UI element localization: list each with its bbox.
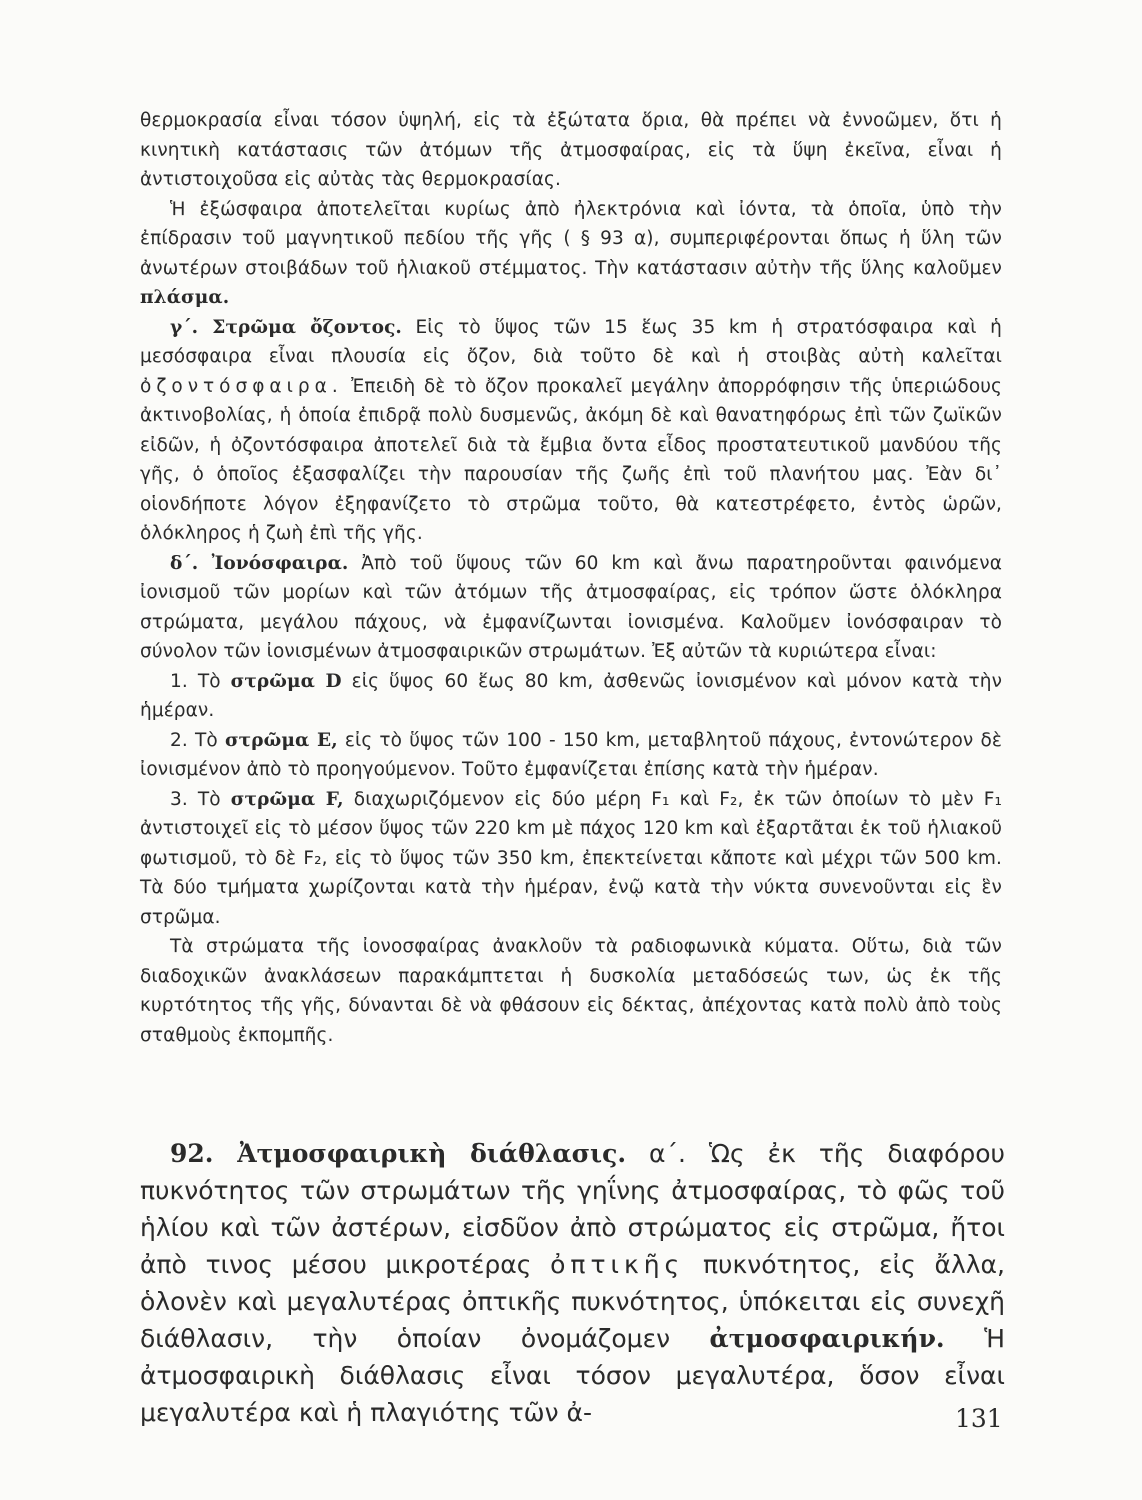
ozone-text-2: Ἐπειδὴ δὲ τὸ ὄζον προκαλεῖ μεγάλην ἀπορρόφησιν τῆς ὑπεριώδους ἀκτινοβολίας, ἡ ὁποία ἐπιδρᾷ πολὺ δυσμενῶς, ἀκόμη δὲ καὶ θανατηφόρως ἐπὶ τῶν ζωϊκῶν εἰδῶν, ἡ ὀζοντόσφαιρα ἀποτελεῖ διὰ τὰ ἔμβια ὄντα εἶδος προστατευτικοῦ μανδύου τῆς γῆς, ὁ ὁποῖος ἐξασφαλίζει τὴν παρουσίαν τῆς ζωῆς ἐπὶ τοῦ πλανήτου μας. Ἐὰν δι᾽ οἱονδήποτε λόγον ἐξηφανίζετο τὸ στρῶμα τοῦτο, θὰ κατεστρέφετο, ἐντὸς ὡρῶν, ὁλόκληρος ἡ ζωὴ ἐπὶ τῆς γῆς. <box>140 375 1002 544</box>
layer-item: 2. Τὸ στρῶμα E, εἰς τὸ ὕψος τῶν 100 - 150 km, μεταβλητοῦ πάχους, ἐντονώτερον δὲ ἰονισμένον ἀπὸ τὸ προηγούμενον. Τοῦτο ἐμφανίζεται ἐπίσης κατὰ τὴν ἡμέραν. <box>140 729 1003 780</box>
intro-paragraph: θερμοκρασία εἶναι τόσον ὑψηλή, εἰς τὰ ἐξώτατα ὅρια, θὰ πρέπει νὰ ἐννοῶμεν, ὅτι ἡ κινητικὴ κατάστασις τῶν ἀτόμων τῆς ἀτμοσφαίρας, εἰς τὰ ὕψη ἐκεῖνα, εἶναι ἡ ἀντιστοιχοῦσα εἰς αὐτὰς τὰς θερμοκρασίας. <box>140 110 1002 190</box>
ionosphere-paragraph <box>140 549 1002 667</box>
refraction-term: ἀτμοσφαιρικήν. <box>709 1324 945 1353</box>
ozone-paragraph <box>140 313 1002 549</box>
main-text <box>140 106 1002 1050</box>
spaced-term: ὀπτικῆς <box>550 1250 685 1279</box>
ionosphere-text: Ἀπὸ τοῦ ὕψους τῶν 60 km καὶ ἄνω παρατηροῦνται φαινόμενα ἰονισμοῦ τῶν μορίων καὶ τῶν ἀτόμων τῆς ἀτμοσφαίρας, εἰς τρόπον ὥστε ὁλόκληρα στρώματα, μεγάλου πάχους, νὰ ἐμφανίζωνται ἰονισμένα. Καλοῦμεν ἰονόσφαιραν τὸ σύνολον τῶν ἰονισμένων ἀτμοσφαιρικῶν στρωμάτων. Ἐξ αὐτῶν τὰ κυριώτερα εἶναι: <box>140 552 1002 662</box>
section-92-heading: 92. Ἀτμοσφαιρικὴ διάθλασις. <box>170 1139 627 1168</box>
page-number: 131 <box>955 1404 1003 1433</box>
radio-paragraph: Τὰ στρώματα τῆς ἰονοσφαίρας ἀνακλοῦν τὰ ραδιοφωνικὰ κύματα. Οὕτω, διὰ τῶν διαδοχικῶν ἀνακλάσεων παρακάμπτεται ἡ δυσκολία μεταδόσεώς των, ὡς ἐκ τῆς κυρτότητος τῆς γῆς, δύνανται δὲ νὰ φθάσουν εἰς δέκτας, ἀπέχοντας κατὰ πολὺ ἀπὸ τοὺς σταθμοὺς ἐκπομπῆς. <box>140 936 1002 1046</box>
layer-name: στρῶμα D <box>230 670 342 692</box>
section-92 <box>140 1135 1005 1431</box>
exosphere-paragraph <box>140 195 1002 313</box>
layer-item: 3. Τὸ στρῶμα F, διαχωριζόμενον εἰς δύο μέρη F₁ καὶ F₂, ἐκ τῶν ὁποίων τὸ μὲν F₁ ἀντιστοιχεῖ εἰς τὸ μέσον ὕψος τῶν 220 km μὲ πάχος 120 km καὶ ἐξαρτᾶται ἐκ τοῦ ἡλιακοῦ φωτισμοῦ, τὸ δὲ F₂, εἰς τὸ ὕψος τῶν 350 km, ἐπεκτείνεται κἄποτε καὶ μέχρι τῶν 500 km. Τὰ δύο τμήματα χωρίζονται κατὰ τὴν ἡμέραν, ἐνῷ κατὰ τὴν νύκτα συνενοῦνται εἰς ἓν στρῶμα. <box>140 788 1002 928</box>
section-92-paragraph: 92. Ἀτμοσφαιρικὴ διάθλασις. α΄. Ὡς ἐκ τῆς διαφόρου πυκνότητος τῶν στρωμάτων τῆς γηΐνης ἀτμοσφαίρας, τὸ φῶς τοῦ ἡλίου καὶ τῶν ἀστέρων, εἰσδῦον ἀπὸ στρώματος εἰς στρῶμα, ἤτοι ἀπὸ τινος μέσου μικροτέρας ὀπτικῆς πυκνότητος, εἰς ἄλλα, ὁλονὲν καὶ μεγαλυτέρας ὀπτικῆς πυκνότητος, ὑπόκειται εἰς συνεχῆ διάθλασιν, τὴν ὁποίαν ὀνομάζομεν ἀτμοσφαιρικήν. Ἡ ἀτμοσφαιρικὴ διάθλασις εἶναι τόσον μεγαλυτέρα, ὅσον εἶναι μεγαλυτέρα καὶ ἡ πλαγιότης τῶν ἀ- <box>140 1139 1006 1427</box>
section-92-sub: α΄. <box>649 1139 686 1168</box>
layer-name: στρῶμα E, <box>224 729 338 751</box>
exosphere-text: Ἡ ἐξώσφαιρα ἀποτελεῖται κυρίως ἀπὸ ἠλεκτρόνια καὶ ἰόντα, τὰ ὁποῖα, ὑπὸ τὴν ἐπίδρασιν τοῦ μαγνητικοῦ πεδίου τῆς γῆς ( § 93 α), συμπεριφέρονται ὅπως ἡ ὕλη τῶν ἀνωτέρων στοιβάδων τοῦ ἡλιακοῦ στέμματος. Τὴν κατάστασιν αὐτὴν τῆς ὕλης καλοῦμεν <box>140 198 1002 279</box>
ozonosphere-term: ὀζοντόσφαιρα. <box>140 375 343 397</box>
ionosphere-heading: δ΄. Ἰονόσφαιρα. <box>170 552 349 574</box>
ozone-heading: γ΄. Στρῶμα ὄζοντος. <box>170 316 402 338</box>
ozone-text-1: Εἰς τὸ ὕψος τῶν 15 ἕως 35 km ἡ στρατόσφαιρα καὶ ἡ μεσόσφαιρα εἶναι πλουσία εἰς ὄζον, διὰ τοῦτο δὲ καὶ ἡ στοιβὰς αὐτὴ καλεῖται <box>140 316 1003 367</box>
layer-item: 1. Τὸ στρῶμα D εἰς ὕψος 60 ἕως 80 km, ἀσθενῶς ἰονισμένον καὶ μόνον κατὰ τὴν ἡμέραν. <box>140 670 1003 721</box>
layer-name: στρῶμα F, <box>230 788 344 810</box>
plasma-term: πλάσμα. <box>140 287 230 308</box>
